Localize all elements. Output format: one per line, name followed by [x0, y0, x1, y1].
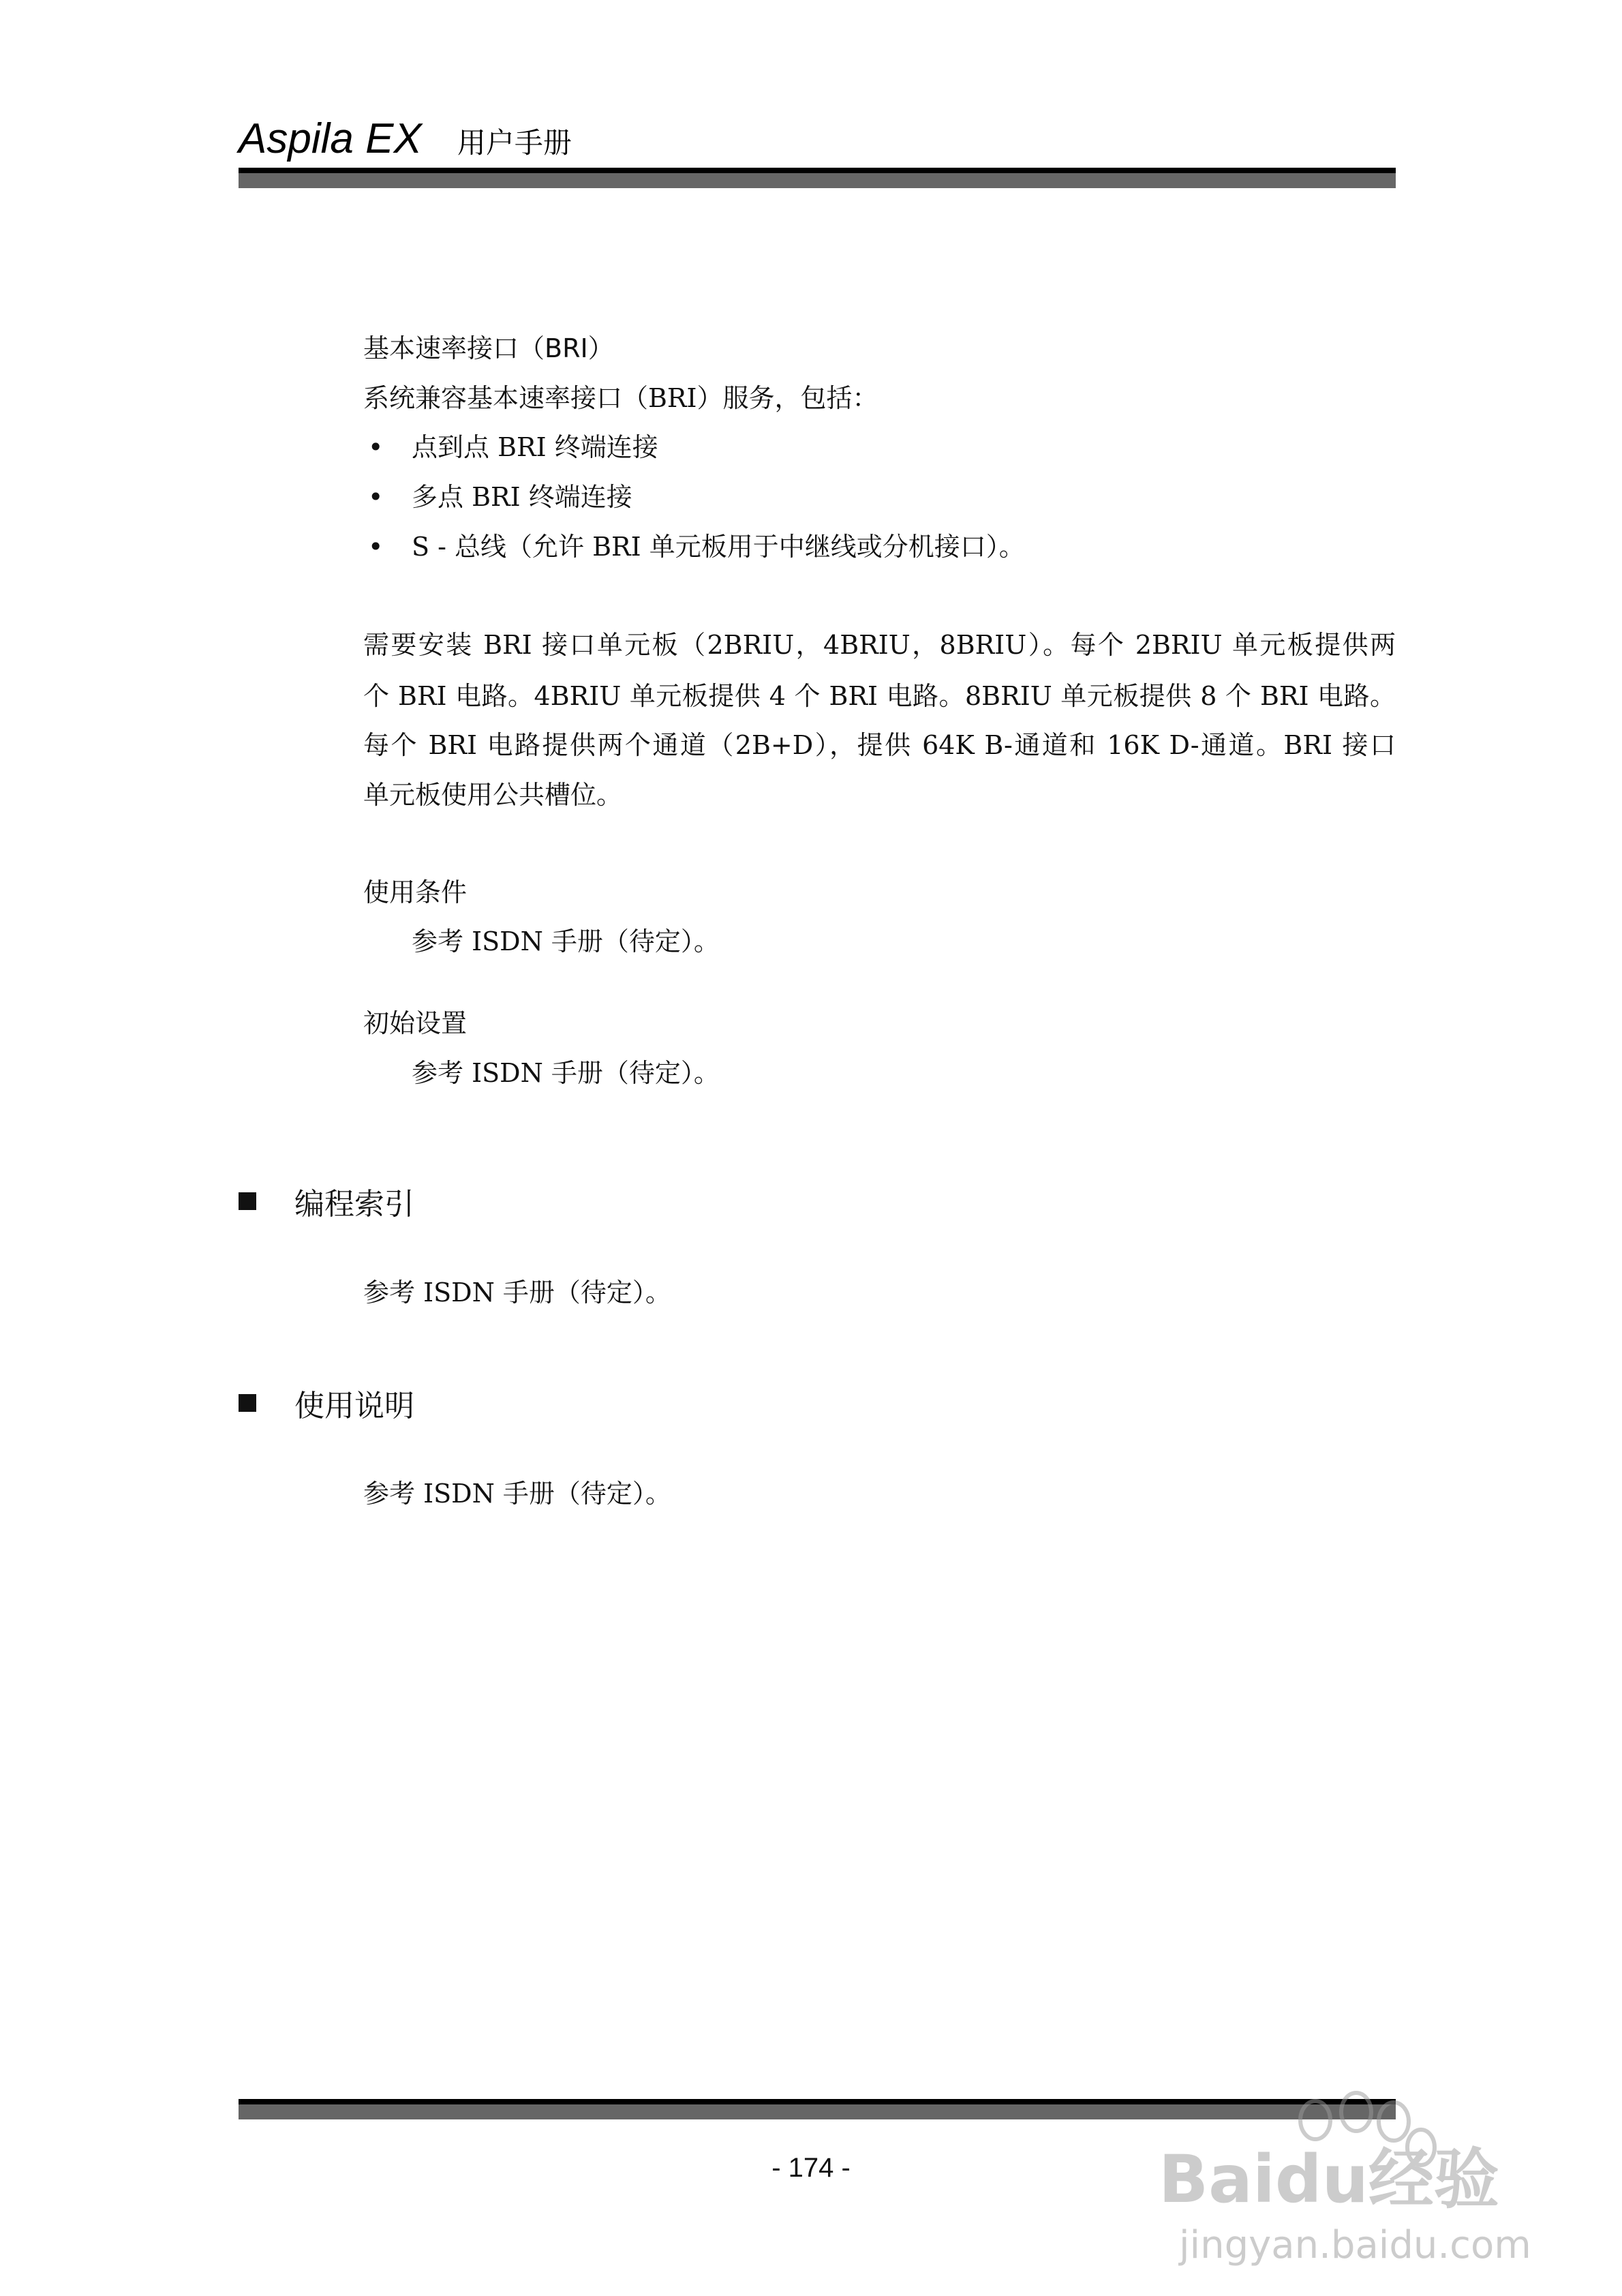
watermark-brand: Baidu经验 [1159, 2141, 1499, 2218]
bri-paragraph-line: 单元板使用公共槽位。 [363, 780, 623, 810]
square-bullet-icon [239, 1192, 256, 1210]
bri-paragraph-line: 个 BRI 电路。4BRIU 单元板提供 4 个 BRI 电路。8BRIU 单元板提供 8 个 BRI 电路。 [363, 681, 1396, 711]
bri-bullet-item [368, 426, 658, 464]
programming-index-text: 参考 ISDN 手册（待定）。 [363, 1278, 671, 1308]
page-header [239, 115, 572, 169]
header-subtitle: 用户手册 [457, 126, 572, 160]
bullet-dot: • [368, 532, 384, 562]
bullet-text: S - 总线（允许 BRI 单元板用于中继线或分机接口）。 [412, 532, 1025, 562]
bri-bullet-item [368, 476, 632, 513]
bri-paragraph-line: 需要安装 BRI 接口单元板（2BRIU，4BRIU，8BRIU）。每个 2BRIU 单元板提供两 [363, 630, 1396, 660]
initial-settings-heading: 初始设置 [363, 1008, 468, 1038]
usage-text: 参考 ISDN 手册（待定）。 [363, 1479, 671, 1509]
bri-bullet-item [368, 526, 1025, 563]
header-rule [239, 168, 1396, 188]
initial-settings-text: 参考 ISDN 手册（待定）。 [412, 1058, 720, 1088]
page-number: - 174 - [771, 2153, 851, 2183]
bullet-text: 多点 BRI 终端连接 [412, 482, 632, 512]
bri-intro: 系统兼容基本速率接口（BRI）服务，包括： [363, 383, 878, 413]
conditions-text: 参考 ISDN 手册（待定）。 [412, 926, 720, 956]
section-title: 使用说明 [294, 1389, 414, 1423]
programming-index-heading [239, 1179, 414, 1223]
baidu-watermark [1152, 2079, 1533, 2277]
square-bullet-icon [239, 1394, 256, 1412]
section-title: 编程索引 [294, 1187, 414, 1222]
usage-heading [239, 1381, 414, 1425]
paw-icon [1152, 2079, 1533, 2277]
bri-paragraph-line: 每个 BRI 电路提供两个通道（2B+D），提供 64K B-通道和 16K D-通道。BRI 接口 [363, 730, 1396, 760]
watermark-url: jingyan.baidu.com [1179, 2223, 1531, 2267]
bullet-dot: • [368, 432, 384, 462]
header-brand: Aspila EX [239, 115, 422, 162]
bullet-text: 点到点 BRI 终端连接 [412, 432, 658, 462]
conditions-heading: 使用条件 [363, 877, 468, 907]
bri-heading: 基本速率接口（BRI） [363, 333, 614, 363]
bullet-dot: • [368, 482, 384, 512]
